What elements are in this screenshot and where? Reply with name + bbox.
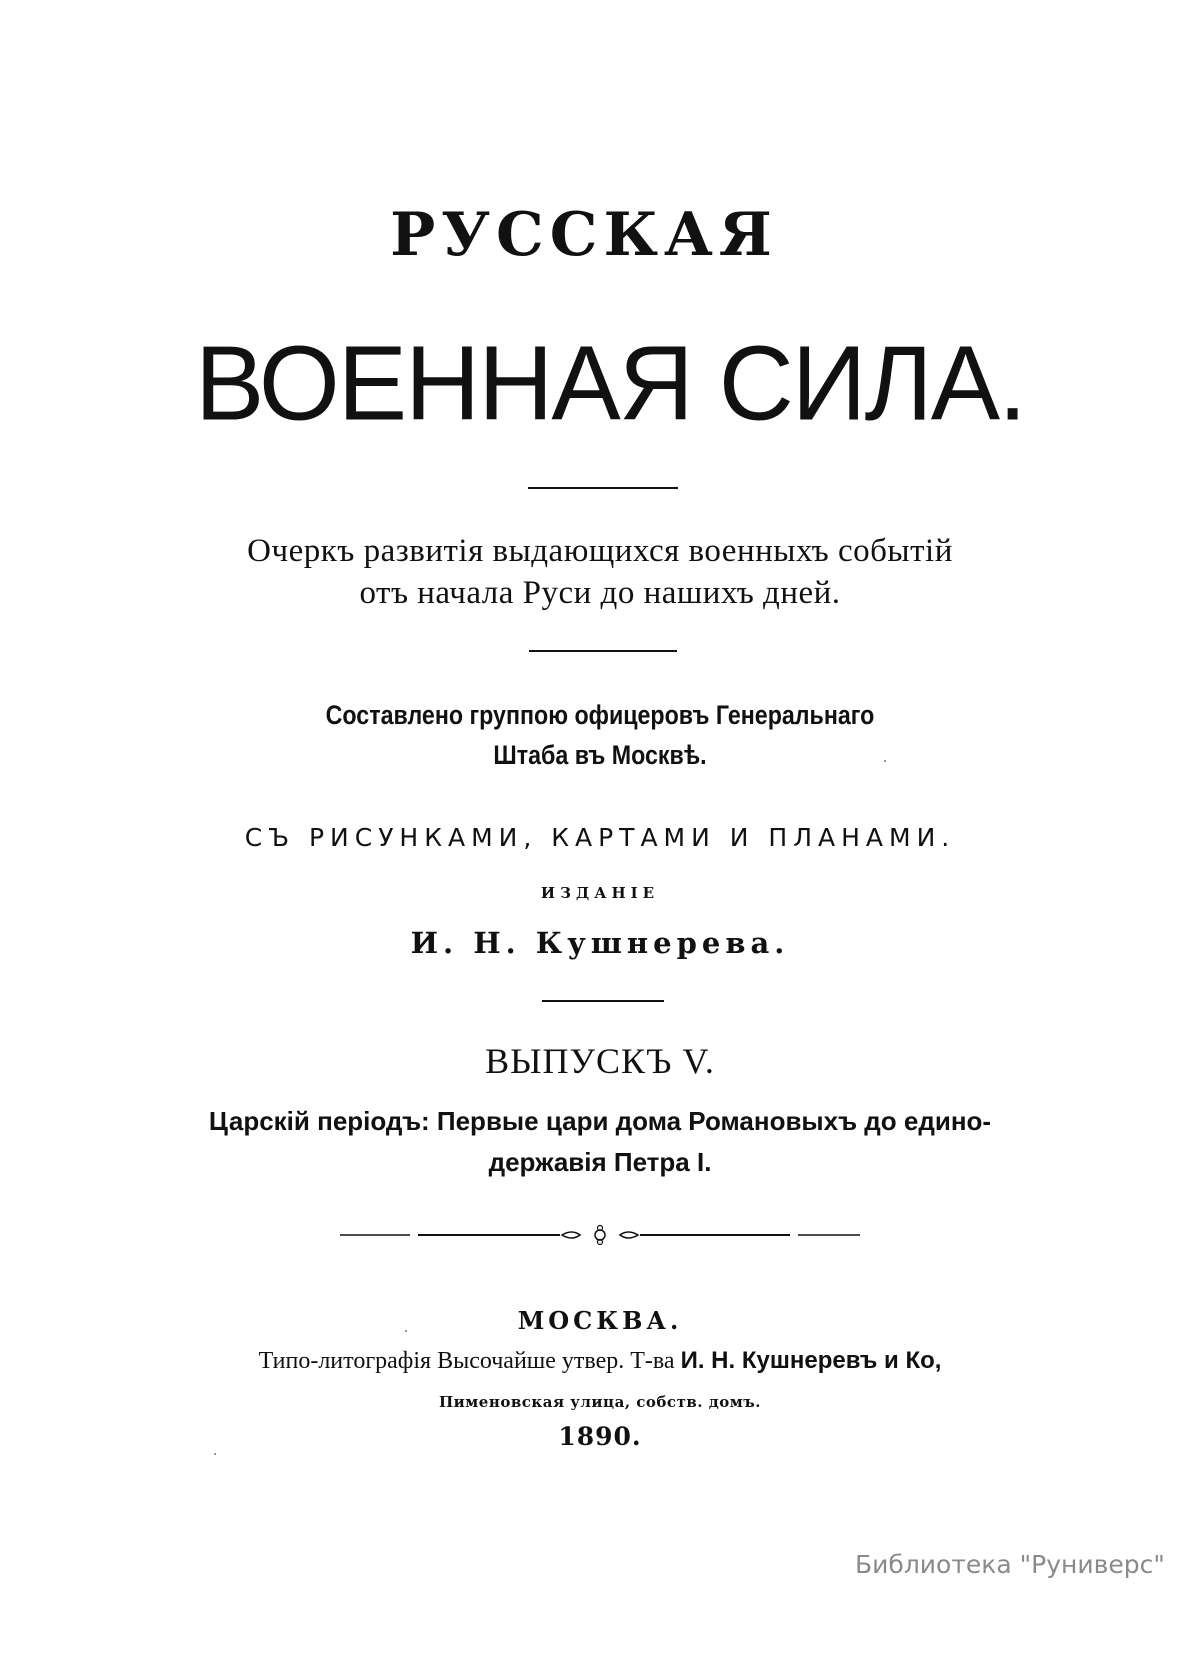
compiled-by-line-1: Составлено группою офицеровъ Генеральнаго xyxy=(325,700,875,730)
issue-number: ВЫПУСКЪ V. xyxy=(485,1041,715,1081)
subtitle-line-1: Очеркъ развитія выдающихся военныхъ событій xyxy=(247,533,953,569)
printer-prefix: Типо-литографія Высочайше утвер. Т-ва xyxy=(258,1348,675,1374)
publisher-name: И. Н. Кушнерева. xyxy=(410,926,790,960)
imprint-city: МОСКВА. xyxy=(517,1306,683,1335)
divider-rule-2 xyxy=(529,650,677,652)
imprint-year: 1890. xyxy=(558,1422,642,1451)
subtitle-line-2: отъ начала Руси до нашихъ дней. xyxy=(359,575,841,611)
compiled-by-line-2: Штаба въ Москвѣ. xyxy=(493,740,707,770)
printer-name: И. Н. Кушнеревъ и Ко, xyxy=(680,1347,942,1374)
imprint-street: Пименовская улица, собств. домъ. xyxy=(438,1393,761,1411)
divider-rule-1 xyxy=(528,487,678,489)
scan-speck xyxy=(405,1330,407,1332)
ornament-divider xyxy=(340,1224,860,1246)
library-watermark: Библиотека "Руниверс" xyxy=(855,1550,1165,1579)
edition-label: ИЗДАНІЕ xyxy=(540,884,660,902)
imprint-printer xyxy=(0,1347,1200,1375)
title-line-1: РУССКАЯ xyxy=(390,200,778,270)
title-line-2: ВОЕННАЯ СИЛА. xyxy=(194,324,1026,444)
illustrations-note: СЪ РИСУНКАМИ, КАРТАМИ И ПЛАНАМИ. xyxy=(244,823,956,852)
period-line-1: Царскій періодъ: Первые цари дома Романовыхъ до едино- xyxy=(208,1106,992,1136)
scan-speck xyxy=(884,760,886,762)
scan-speck xyxy=(214,1453,216,1455)
period-line-2: державія Петра I. xyxy=(488,1147,712,1177)
divider-rule-3 xyxy=(542,1000,664,1002)
